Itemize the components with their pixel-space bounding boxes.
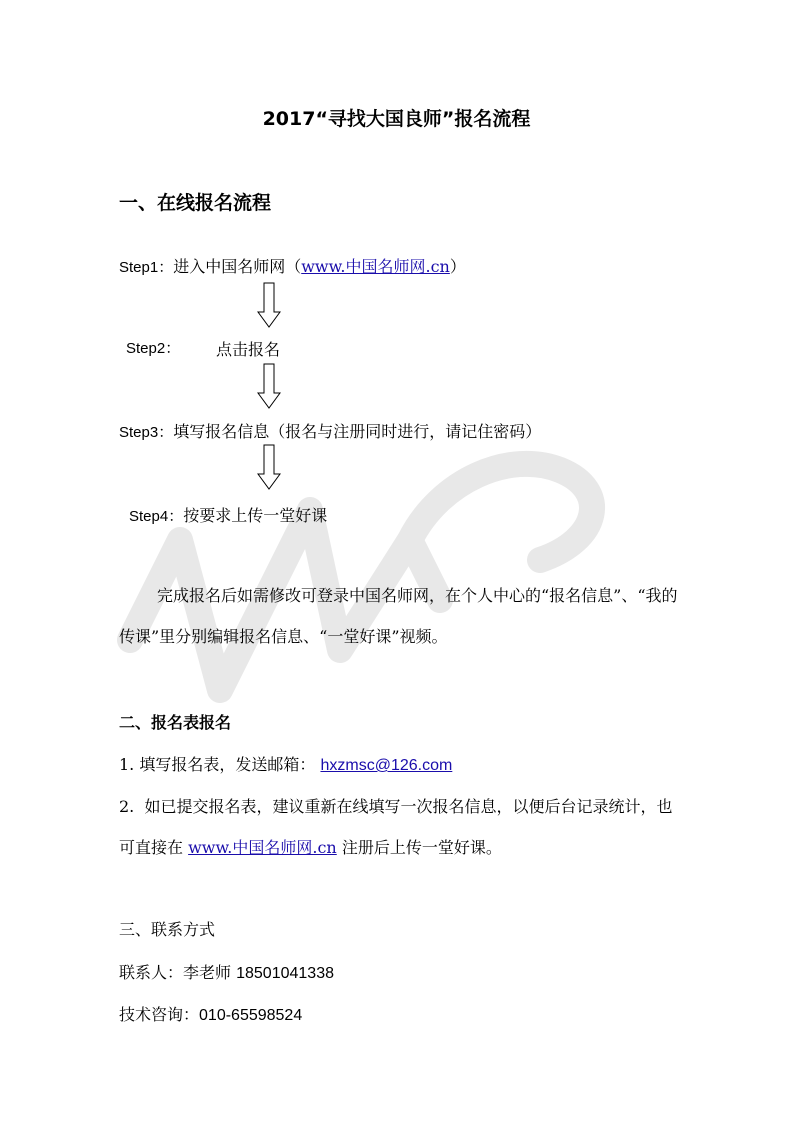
step4-row <box>129 503 327 526</box>
tech-label: 技术咨询： <box>119 1005 200 1024</box>
step4-label: Step4： <box>129 508 184 525</box>
down-arrow-icon <box>257 444 281 490</box>
email-link[interactable]: hxzmsc@126.com <box>320 757 453 774</box>
item2-site-link[interactable]: www.中国名师网.cn <box>188 838 337 857</box>
step1-site-link[interactable]: www.中国名师网.cn <box>301 257 450 276</box>
section1-heading: 一、在线报名流程 <box>119 192 272 214</box>
step4-text: 按要求上传一堂好课 <box>183 506 328 525</box>
item2-text-b: 注册后上传一堂好课。 <box>341 838 502 857</box>
item1-number: 1. <box>119 755 135 774</box>
section2-item2 <box>119 786 679 868</box>
step3-row <box>119 419 541 442</box>
down-arrow-icon <box>257 363 281 409</box>
step2-row <box>126 337 180 358</box>
step3-text: 填写报名信息（报名与注册同时进行，请记住密码） <box>173 422 542 441</box>
step1-text: 进入中国名师网（ <box>173 257 302 276</box>
contact-row <box>119 960 334 983</box>
step2-label: Step2： <box>126 340 181 357</box>
section3-heading: 三、联系方式 <box>119 920 216 939</box>
down-arrow-icon <box>257 282 281 328</box>
item2-number: 2. <box>119 797 135 816</box>
step1-row <box>119 254 466 277</box>
section2-heading: 二、报名表报名 <box>119 713 232 732</box>
section2-item1 <box>119 752 452 775</box>
item1-text: 填写报名表，发送邮箱： <box>139 755 316 774</box>
step3-label: Step3： <box>119 424 174 441</box>
step1-suffix: ） <box>449 257 466 276</box>
page-title: 2017“寻找大国良师”报名流程 <box>262 108 531 130</box>
item2-text-a: 如已提交报名表，建议重新在线填写一次报名信息，以便后台记录统计，也可直接在 <box>119 797 673 857</box>
contact-phone: 18501041338 <box>236 965 334 982</box>
tech-phone: 010-65598524 <box>199 1007 303 1024</box>
edit-note-paragraph: 完成报名后如需修改可登录中国名师网，在个人中心的“报名信息”、“我的传课”里分别编辑报名信息、“一堂好课”视频。 <box>119 586 678 646</box>
step1-label: Step1： <box>119 259 174 276</box>
tech-row <box>119 1002 302 1025</box>
contact-label: 联系人：李老师 <box>119 963 232 982</box>
step2-text: 点击报名 <box>216 340 281 359</box>
